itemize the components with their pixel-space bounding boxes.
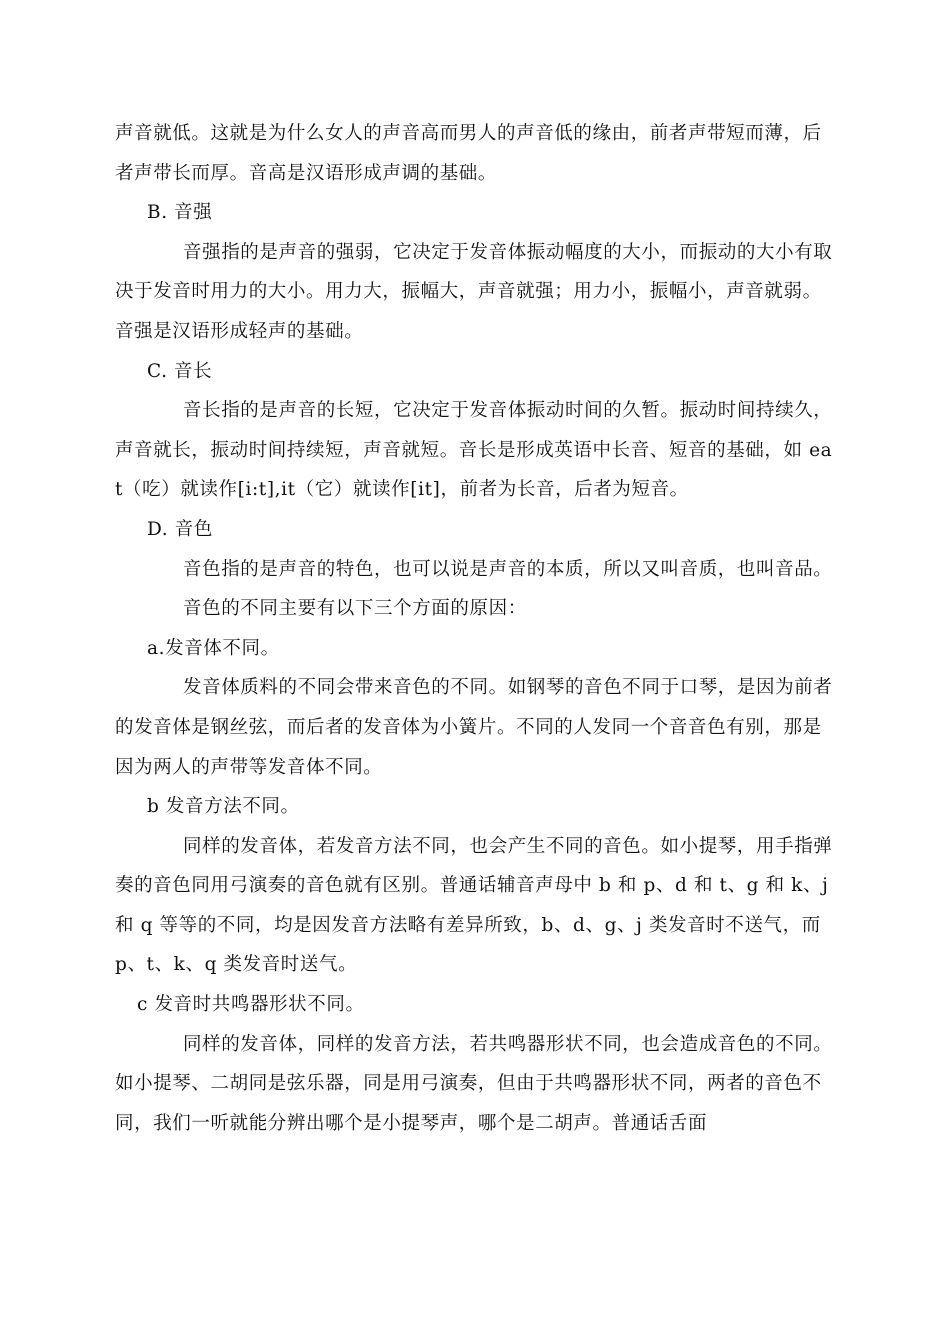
subheading-c-resonator: c 发音时共鸣器形状不同。 <box>137 994 365 1016</box>
paragraph-timbre-reasons: 音色的不同主要有以下三个方面的原因： <box>183 598 527 620</box>
paragraph-loudness-basis: 音强是汉语形成轻声的基础。 <box>115 320 364 342</box>
subheading-a-body: a.发音体不同。 <box>147 637 280 659</box>
paragraph-duration: 音长指的是声音的长短，它决定于发音体振动时间的久暂。振动时间持续久，声音就长，振动时间持续短，声音就短。音长是形成英语中长音、短音的基础，如 eat（吃）就读作[i:t],it（它）就读作[it]，前者为长音，后者为短音。 <box>115 400 833 501</box>
subheading-b-method: b 发音方法不同。 <box>147 796 300 818</box>
heading-b-loudness: B. 音强 <box>147 202 213 224</box>
paragraph-timbre: 音色指的是声音的特色，也可以说是声音的本质，所以又叫音质，也叫音品。 <box>183 558 833 580</box>
paragraph-c-resonator: 同样的发音体，同样的发音方法，若共鸣器形状不同，也会造成音色的不同。如小提琴、二胡同是弦乐器，同是用弓演奏，但由于共鸣器形状不同，两者的音色不同，我们一听就能分辨出哪个是小提琴声，哪个是二胡声。普通话舌面 <box>115 1033 833 1134</box>
heading-d-timbre: D. 音色 <box>147 518 213 540</box>
paragraph-a-body: 发音体质料的不同会带来音色的不同。如钢琴的音色不同于口琴，是因为前者的发音体是钢丝弦，而后者的发音体为小簧片。不同的人发同一个音音色有别，那是因为两人的声带等发音体不同。 <box>115 677 833 778</box>
document-body <box>115 114 837 1143</box>
paragraph-loudness: 音强指的是声音的强弱，它决定于发音体振动幅度的大小，而振动的大小有取决于发音时用力的大小。用力大，振幅大，声音就强；用力小，振幅小，声音就弱。 <box>115 241 833 303</box>
paragraph-b-method: 同样的发音体，若发音方法不同，也会产生不同的音色。如小提琴，用手指弹奏的音色同用弓演奏的音色就有区别。普通话辅音声母中 b 和 p、d 和 t、g 和 k、j 和 q 等等的不同，均是因发音方法略有差异所致，b、d、g、j 类发音时不送气，而 p、t、k、q 类发音时送气。 <box>115 835 833 976</box>
paragraph-pitch-continued: 声音就低。这就是为什么女人的声音高而男人的声音低的缘由，前者声带短而薄，后者声带长而厚。音高是汉语形成声调的基础。 <box>115 123 822 184</box>
heading-c-duration: C. 音长 <box>147 360 213 382</box>
